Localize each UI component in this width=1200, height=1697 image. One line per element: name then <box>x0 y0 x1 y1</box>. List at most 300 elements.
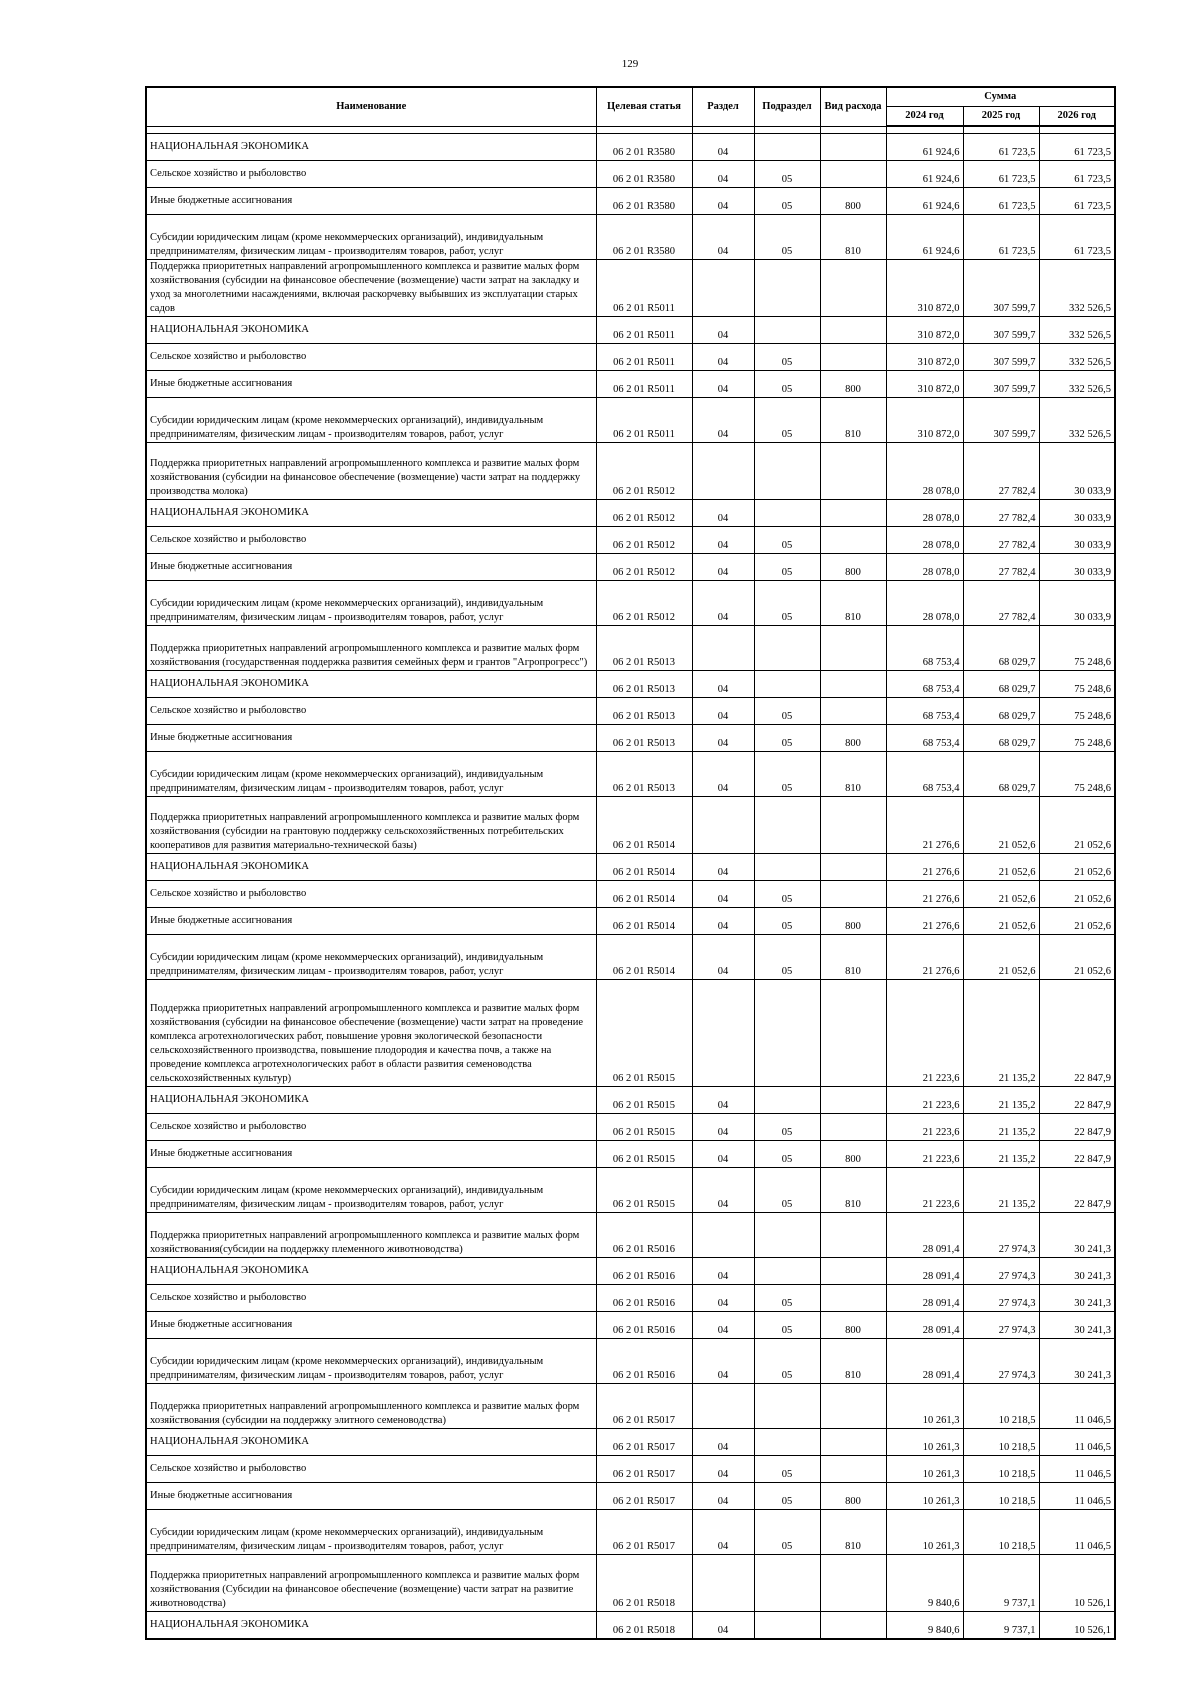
header-expense-type: Вид расхода <box>820 87 886 126</box>
sum-2024-cell: 10 261,3 <box>886 1456 963 1483</box>
sum-2025-cell: 27 974,3 <box>963 1213 1039 1258</box>
subsection-cell: 05 <box>754 1114 820 1141</box>
section-cell: 04 <box>692 317 754 344</box>
subsection-cell <box>754 500 820 527</box>
expense-type-cell <box>820 1555 886 1612</box>
target-article-cell: 06 2 01 R5011 <box>596 371 692 398</box>
section-cell: 04 <box>692 671 754 698</box>
target-article-cell: 06 2 01 R5017 <box>596 1429 692 1456</box>
subsection-cell: 05 <box>754 1510 820 1555</box>
target-article-cell: 06 2 01 R5013 <box>596 752 692 797</box>
name-cell: НАЦИОНАЛЬНАЯ ЭКОНОМИКА <box>146 1087 596 1114</box>
name-cell: Поддержка приоритетных направлений агропромышленного комплекса и развитие малых форм хозяйствования (субсидии на поддержку элитного семеноводства) <box>146 1384 596 1429</box>
table-row <box>146 1312 1115 1339</box>
expense-type-cell <box>820 260 886 317</box>
section-cell: 04 <box>692 854 754 881</box>
name-cell: Иные бюджетные ассигнования <box>146 1141 596 1168</box>
sum-2024-cell: 310 872,0 <box>886 260 963 317</box>
table-row <box>146 1384 1115 1429</box>
sum-2024-cell: 21 276,6 <box>886 935 963 980</box>
sum-2026-cell: 30 241,3 <box>1039 1285 1115 1312</box>
sum-2024-cell: 61 924,6 <box>886 215 963 260</box>
section-cell: 04 <box>692 1612 754 1640</box>
expense-type-cell <box>820 671 886 698</box>
sum-2026-cell: 75 248,6 <box>1039 698 1115 725</box>
target-article-cell: 06 2 01 R5017 <box>596 1510 692 1555</box>
name-cell: Сельское хозяйство и рыболовство <box>146 161 596 188</box>
section-cell: 04 <box>692 215 754 260</box>
sum-2026-cell: 21 052,6 <box>1039 908 1115 935</box>
section-cell: 04 <box>692 1168 754 1213</box>
target-article-cell: 06 2 01 R5012 <box>596 443 692 500</box>
header-target-article: Целевая статья <box>596 87 692 126</box>
header-subsection: Подраздел <box>754 87 820 126</box>
sum-2024-cell: 9 840,6 <box>886 1555 963 1612</box>
sum-2025-cell: 21 052,6 <box>963 908 1039 935</box>
table-row <box>146 935 1115 980</box>
name-cell: Сельское хозяйство и рыболовство <box>146 1456 596 1483</box>
section-cell: 04 <box>692 1429 754 1456</box>
sum-2025-cell: 21 135,2 <box>963 980 1039 1087</box>
section-cell: 04 <box>692 1087 754 1114</box>
table-row <box>146 725 1115 752</box>
table-row <box>146 1510 1115 1555</box>
subsection-cell <box>754 1258 820 1285</box>
table-row <box>146 1114 1115 1141</box>
section-cell <box>692 1213 754 1258</box>
table-row <box>146 554 1115 581</box>
expense-type-cell <box>820 1087 886 1114</box>
name-cell: Субсидии юридическим лицам (кроме некоммерческих организаций), индивидуальным предпринимателям, физическим лицам - производителям товаров, работ, услуг <box>146 581 596 626</box>
subsection-cell <box>754 854 820 881</box>
sum-2025-cell: 68 029,7 <box>963 725 1039 752</box>
sum-2024-cell: 21 276,6 <box>886 797 963 854</box>
name-cell: Иные бюджетные ассигнования <box>146 908 596 935</box>
sum-2025-cell: 68 029,7 <box>963 698 1039 725</box>
section-cell <box>692 1555 754 1612</box>
name-cell: Поддержка приоритетных направлений агропромышленного комплекса и развитие малых форм хозяйствования (Субсидии на финансовое обеспечение (возмещение) части затрат на развитие животноводства) <box>146 1555 596 1612</box>
subsection-cell: 05 <box>754 1141 820 1168</box>
sum-2025-cell: 61 723,5 <box>963 161 1039 188</box>
name-cell: НАЦИОНАЛЬНАЯ ЭКОНОМИКА <box>146 1258 596 1285</box>
section-cell <box>692 980 754 1087</box>
target-article-cell: 06 2 01 R5018 <box>596 1555 692 1612</box>
expense-type-cell: 800 <box>820 725 886 752</box>
sum-2024-cell: 28 091,4 <box>886 1312 963 1339</box>
section-cell: 04 <box>692 1510 754 1555</box>
name-cell: Сельское хозяйство и рыболовство <box>146 1114 596 1141</box>
sum-2024-cell: 310 872,0 <box>886 398 963 443</box>
table-row <box>146 1213 1115 1258</box>
sum-2025-cell: 21 135,2 <box>963 1087 1039 1114</box>
subsection-cell: 05 <box>754 752 820 797</box>
subsection-cell: 05 <box>754 1168 820 1213</box>
section-cell: 04 <box>692 1285 754 1312</box>
section-cell: 04 <box>692 1114 754 1141</box>
subsection-cell: 05 <box>754 188 820 215</box>
subsection-cell <box>754 134 820 161</box>
expense-type-cell: 800 <box>820 1141 886 1168</box>
target-article-cell: 06 2 01 R5018 <box>596 1612 692 1640</box>
sum-2026-cell: 61 723,5 <box>1039 215 1115 260</box>
sum-2026-cell: 11 046,5 <box>1039 1384 1115 1429</box>
sum-2026-cell: 30 033,9 <box>1039 527 1115 554</box>
subsection-cell: 05 <box>754 908 820 935</box>
sum-2025-cell: 27 974,3 <box>963 1258 1039 1285</box>
section-cell: 04 <box>692 398 754 443</box>
target-article-cell: 06 2 01 R5015 <box>596 1168 692 1213</box>
subsection-cell <box>754 797 820 854</box>
expense-type-cell <box>820 317 886 344</box>
sum-2024-cell: 9 840,6 <box>886 1612 963 1640</box>
sum-2026-cell: 30 241,3 <box>1039 1213 1115 1258</box>
target-article-cell: 06 2 01 R5017 <box>596 1456 692 1483</box>
sum-2024-cell: 61 924,6 <box>886 134 963 161</box>
target-article-cell: 06 2 01 R5014 <box>596 797 692 854</box>
target-article-cell: 06 2 01 R3580 <box>596 188 692 215</box>
sum-2025-cell: 27 782,4 <box>963 527 1039 554</box>
expense-type-cell: 810 <box>820 935 886 980</box>
sum-2025-cell: 61 723,5 <box>963 188 1039 215</box>
sum-2026-cell: 21 052,6 <box>1039 881 1115 908</box>
section-cell: 04 <box>692 752 754 797</box>
table-row <box>146 1285 1115 1312</box>
sum-2024-cell: 310 872,0 <box>886 371 963 398</box>
expense-type-cell: 800 <box>820 1312 886 1339</box>
expense-type-cell <box>820 881 886 908</box>
budget-table <box>145 86 1116 1640</box>
sum-2025-cell: 21 135,2 <box>963 1141 1039 1168</box>
table-row <box>146 1612 1115 1640</box>
name-cell: Иные бюджетные ассигнования <box>146 1312 596 1339</box>
section-cell: 04 <box>692 1456 754 1483</box>
sum-2026-cell: 332 526,5 <box>1039 371 1115 398</box>
sum-2025-cell: 27 782,4 <box>963 443 1039 500</box>
header-name: Наименование <box>146 87 596 126</box>
sum-2024-cell: 21 276,6 <box>886 908 963 935</box>
subsection-cell: 05 <box>754 935 820 980</box>
sum-2026-cell: 75 248,6 <box>1039 725 1115 752</box>
target-article-cell: 06 2 01 R5014 <box>596 935 692 980</box>
target-article-cell: 06 2 01 R5011 <box>596 260 692 317</box>
table-row <box>146 1429 1115 1456</box>
sum-2026-cell: 75 248,6 <box>1039 626 1115 671</box>
sum-2024-cell: 68 753,4 <box>886 698 963 725</box>
target-article-cell: 06 2 01 R5015 <box>596 1114 692 1141</box>
sum-2026-cell: 11 046,5 <box>1039 1483 1115 1510</box>
sum-2025-cell: 21 052,6 <box>963 881 1039 908</box>
sum-2026-cell: 332 526,5 <box>1039 317 1115 344</box>
expense-type-cell <box>820 980 886 1087</box>
sum-2024-cell: 28 078,0 <box>886 500 963 527</box>
sum-2026-cell: 11 046,5 <box>1039 1429 1115 1456</box>
expense-type-cell <box>820 161 886 188</box>
page-number: 129 <box>621 58 639 70</box>
section-cell: 04 <box>692 1312 754 1339</box>
sum-2026-cell: 22 847,9 <box>1039 1114 1115 1141</box>
expense-type-cell <box>820 854 886 881</box>
name-cell: Иные бюджетные ассигнования <box>146 1483 596 1510</box>
sum-2024-cell: 21 223,6 <box>886 1087 963 1114</box>
sum-2026-cell: 75 248,6 <box>1039 752 1115 797</box>
header-year-2024: 2024 год <box>886 107 963 127</box>
section-cell: 04 <box>692 371 754 398</box>
subsection-cell <box>754 443 820 500</box>
sum-2026-cell: 61 723,5 <box>1039 188 1115 215</box>
table-row <box>146 797 1115 854</box>
sum-2025-cell: 27 782,4 <box>963 500 1039 527</box>
subsection-cell <box>754 626 820 671</box>
section-cell: 04 <box>692 908 754 935</box>
name-cell: Поддержка приоритетных направлений агропромышленного комплекса и развитие малых форм хозяйствования (государственная поддержка развития семейных ферм и грантов "Агропрогресс") <box>146 626 596 671</box>
sum-2025-cell: 10 218,5 <box>963 1483 1039 1510</box>
section-cell: 04 <box>692 725 754 752</box>
target-article-cell: 06 2 01 R5012 <box>596 500 692 527</box>
table-row <box>146 581 1115 626</box>
target-article-cell: 06 2 01 R5013 <box>596 626 692 671</box>
section-cell: 04 <box>692 1483 754 1510</box>
sum-2025-cell: 61 723,5 <box>963 215 1039 260</box>
target-article-cell: 06 2 01 R5011 <box>596 344 692 371</box>
subsection-cell: 05 <box>754 398 820 443</box>
section-cell <box>692 443 754 500</box>
sum-2025-cell: 21 052,6 <box>963 854 1039 881</box>
subsection-cell <box>754 980 820 1087</box>
sum-2026-cell: 11 046,5 <box>1039 1456 1115 1483</box>
subsection-cell <box>754 1087 820 1114</box>
expense-type-cell <box>820 527 886 554</box>
target-article-cell: 06 2 01 R5017 <box>596 1384 692 1429</box>
subsection-cell: 05 <box>754 371 820 398</box>
name-cell: Иные бюджетные ассигнования <box>146 554 596 581</box>
name-cell: Поддержка приоритетных направлений агропромышленного комплекса и развитие малых форм хозяйствования (субсидии на финансовое обеспечение (возмещение) части затрат на проведение комплекса агротехнологических работ, повышение уровня экологической безопасности сельскохозяйственного производства, повышение плодородия и качества почв, а также на проведение комплекса агротехнологических работ в области развития семеноводства сельскохозяйственных культур) <box>146 980 596 1087</box>
sum-2026-cell: 22 847,9 <box>1039 1087 1115 1114</box>
sum-2024-cell: 61 924,6 <box>886 188 963 215</box>
sum-2025-cell: 27 974,3 <box>963 1312 1039 1339</box>
name-cell: НАЦИОНАЛЬНАЯ ЭКОНОМИКА <box>146 500 596 527</box>
sum-2026-cell: 61 723,5 <box>1039 134 1115 161</box>
subsection-cell <box>754 260 820 317</box>
target-article-cell: 06 2 01 R5016 <box>596 1213 692 1258</box>
sum-2024-cell: 61 924,6 <box>886 161 963 188</box>
expense-type-cell <box>820 1213 886 1258</box>
sum-2025-cell: 9 737,1 <box>963 1555 1039 1612</box>
expense-type-cell <box>820 797 886 854</box>
target-article-cell: 06 2 01 R5015 <box>596 1087 692 1114</box>
sum-2024-cell: 21 276,6 <box>886 854 963 881</box>
sum-2026-cell: 10 526,1 <box>1039 1612 1115 1640</box>
sum-2025-cell: 10 218,5 <box>963 1510 1039 1555</box>
subsection-cell <box>754 1384 820 1429</box>
target-article-cell: 06 2 01 R5014 <box>596 881 692 908</box>
target-article-cell: 06 2 01 R5015 <box>596 1141 692 1168</box>
table-row <box>146 698 1115 725</box>
sum-2024-cell: 28 078,0 <box>886 581 963 626</box>
sum-2026-cell: 30 241,3 <box>1039 1312 1115 1339</box>
subsection-cell: 05 <box>754 1285 820 1312</box>
sum-2026-cell: 22 847,9 <box>1039 1168 1115 1213</box>
name-cell: Сельское хозяйство и рыболовство <box>146 344 596 371</box>
sum-2026-cell: 21 052,6 <box>1039 797 1115 854</box>
subsection-cell: 05 <box>754 725 820 752</box>
section-cell: 04 <box>692 698 754 725</box>
sum-2024-cell: 68 753,4 <box>886 752 963 797</box>
sum-2025-cell: 10 218,5 <box>963 1429 1039 1456</box>
sum-2025-cell: 21 052,6 <box>963 797 1039 854</box>
sum-2024-cell: 21 223,6 <box>886 980 963 1087</box>
sum-2025-cell: 27 974,3 <box>963 1285 1039 1312</box>
sum-2024-cell: 21 276,6 <box>886 881 963 908</box>
target-article-cell: 06 2 01 R5012 <box>596 581 692 626</box>
table-row <box>146 134 1115 161</box>
table-row <box>146 344 1115 371</box>
sum-2025-cell: 10 218,5 <box>963 1456 1039 1483</box>
sum-2024-cell: 21 223,6 <box>886 1168 963 1213</box>
section-cell: 04 <box>692 1141 754 1168</box>
table-row <box>146 317 1115 344</box>
subsection-cell <box>754 1213 820 1258</box>
expense-type-cell <box>820 1612 886 1640</box>
name-cell: НАЦИОНАЛЬНАЯ ЭКОНОМИКА <box>146 1429 596 1456</box>
expense-type-cell: 800 <box>820 908 886 935</box>
sum-2026-cell: 30 241,3 <box>1039 1258 1115 1285</box>
table-row <box>146 1339 1115 1384</box>
table-row <box>146 1258 1115 1285</box>
section-cell: 04 <box>692 134 754 161</box>
sum-2025-cell: 68 029,7 <box>963 671 1039 698</box>
sum-2024-cell: 28 091,4 <box>886 1258 963 1285</box>
sum-2024-cell: 28 078,0 <box>886 554 963 581</box>
target-article-cell: 06 2 01 R3580 <box>596 215 692 260</box>
name-cell: Субсидии юридическим лицам (кроме некоммерческих организаций), индивидуальным предпринимателям, физическим лицам - производителям товаров, работ, услуг <box>146 398 596 443</box>
target-article-cell: 06 2 01 R5011 <box>596 398 692 443</box>
table-row <box>146 881 1115 908</box>
table-row <box>146 443 1115 500</box>
sum-2025-cell: 307 599,7 <box>963 398 1039 443</box>
name-cell: Сельское хозяйство и рыболовство <box>146 881 596 908</box>
name-cell: Поддержка приоритетных направлений агропромышленного комплекса и развитие малых форм хозяйствования (субсидии на финансовое обеспечение (возмещение) части затрат на закладку и уход за многолетними насаждениями, включая раскорчевку выбывших из эксплуатации старых садов <box>146 260 596 317</box>
section-cell: 04 <box>692 344 754 371</box>
section-cell: 04 <box>692 500 754 527</box>
table-body <box>146 126 1115 1639</box>
subsection-cell: 05 <box>754 215 820 260</box>
name-cell: Поддержка приоритетных направлений агропромышленного комплекса и развитие малых форм хозяйствования(субсидии на поддержку племенного животноводства) <box>146 1213 596 1258</box>
target-article-cell: 06 2 01 R5012 <box>596 554 692 581</box>
section-cell: 04 <box>692 188 754 215</box>
section-cell: 04 <box>692 161 754 188</box>
section-cell <box>692 1384 754 1429</box>
sum-2024-cell: 310 872,0 <box>886 317 963 344</box>
sum-2026-cell: 332 526,5 <box>1039 344 1115 371</box>
subsection-cell: 05 <box>754 1456 820 1483</box>
table-row <box>146 188 1115 215</box>
subsection-cell: 05 <box>754 881 820 908</box>
table-row <box>146 398 1115 443</box>
section-cell <box>692 260 754 317</box>
sum-2024-cell: 28 091,4 <box>886 1285 963 1312</box>
sum-2026-cell: 10 526,1 <box>1039 1555 1115 1612</box>
sum-2026-cell: 332 526,5 <box>1039 398 1115 443</box>
expense-type-cell: 810 <box>820 1168 886 1213</box>
sum-2024-cell: 21 223,6 <box>886 1141 963 1168</box>
sum-2026-cell: 30 241,3 <box>1039 1339 1115 1384</box>
expense-type-cell: 810 <box>820 1510 886 1555</box>
name-cell: Иные бюджетные ассигнования <box>146 371 596 398</box>
target-article-cell: 06 2 01 R5015 <box>596 980 692 1087</box>
section-cell: 04 <box>692 581 754 626</box>
expense-type-cell: 800 <box>820 554 886 581</box>
sum-2025-cell: 9 737,1 <box>963 1612 1039 1640</box>
sum-2025-cell: 21 135,2 <box>963 1168 1039 1213</box>
table-row <box>146 527 1115 554</box>
name-cell: Сельское хозяйство и рыболовство <box>146 698 596 725</box>
table-row <box>146 1141 1115 1168</box>
target-article-cell: 06 2 01 R5016 <box>596 1258 692 1285</box>
sum-2026-cell: 11 046,5 <box>1039 1510 1115 1555</box>
sum-2025-cell: 27 782,4 <box>963 554 1039 581</box>
sum-2026-cell: 61 723,5 <box>1039 161 1115 188</box>
subsection-cell: 05 <box>754 1339 820 1384</box>
subsection-cell: 05 <box>754 581 820 626</box>
expense-type-cell <box>820 1456 886 1483</box>
target-article-cell: 06 2 01 R5017 <box>596 1483 692 1510</box>
target-article-cell: 06 2 01 R5014 <box>596 854 692 881</box>
subsection-cell <box>754 1612 820 1640</box>
section-cell: 04 <box>692 1339 754 1384</box>
subsection-cell <box>754 671 820 698</box>
section-cell: 04 <box>692 554 754 581</box>
section-cell: 04 <box>692 935 754 980</box>
expense-type-cell <box>820 1258 886 1285</box>
target-article-cell: 06 2 01 R5014 <box>596 908 692 935</box>
subsection-cell: 05 <box>754 344 820 371</box>
section-cell <box>692 797 754 854</box>
table-row <box>146 500 1115 527</box>
header-sum: Сумма <box>886 87 1115 107</box>
header-year-2026: 2026 год <box>1039 107 1115 127</box>
sum-2024-cell: 68 753,4 <box>886 725 963 752</box>
table-row <box>146 1087 1115 1114</box>
target-article-cell: 06 2 01 R3580 <box>596 161 692 188</box>
name-cell: Субсидии юридическим лицам (кроме некоммерческих организаций), индивидуальным предпринимателям, физическим лицам - производителям товаров, работ, услуг <box>146 935 596 980</box>
sum-2024-cell: 21 223,6 <box>886 1114 963 1141</box>
sum-2025-cell: 68 029,7 <box>963 626 1039 671</box>
name-cell: Иные бюджетные ассигнования <box>146 188 596 215</box>
expense-type-cell <box>820 1114 886 1141</box>
subsection-cell <box>754 1429 820 1456</box>
sum-2025-cell: 68 029,7 <box>963 752 1039 797</box>
sum-2024-cell: 68 753,4 <box>886 671 963 698</box>
sum-2025-cell: 21 052,6 <box>963 935 1039 980</box>
table-row <box>146 1456 1115 1483</box>
expense-type-cell: 810 <box>820 752 886 797</box>
subsection-cell: 05 <box>754 161 820 188</box>
table-row <box>146 1168 1115 1213</box>
name-cell: Субсидии юридическим лицам (кроме некоммерческих организаций), индивидуальным предпринимателям, физическим лицам - производителям товаров, работ, услуг <box>146 215 596 260</box>
sum-2026-cell: 30 033,9 <box>1039 443 1115 500</box>
subsection-cell <box>754 317 820 344</box>
name-cell: Поддержка приоритетных направлений агропромышленного комплекса и развитие малых форм хозяйствования (субсидии на финансовое обеспечение (возмещение) части затрат на поддержку производства молока) <box>146 443 596 500</box>
sum-2024-cell: 10 261,3 <box>886 1384 963 1429</box>
name-cell: Субсидии юридическим лицам (кроме некоммерческих организаций), индивидуальным предпринимателям, физическим лицам - производителям товаров, работ, услуг <box>146 752 596 797</box>
subsection-cell: 05 <box>754 527 820 554</box>
header-section: Раздел <box>692 87 754 126</box>
name-cell: Субсидии юридическим лицам (кроме некоммерческих организаций), индивидуальным предпринимателям, физическим лицам - производителям товаров, работ, услуг <box>146 1510 596 1555</box>
table-row <box>146 752 1115 797</box>
target-article-cell: 06 2 01 R5013 <box>596 671 692 698</box>
expense-type-cell <box>820 134 886 161</box>
sum-2025-cell: 307 599,7 <box>963 344 1039 371</box>
